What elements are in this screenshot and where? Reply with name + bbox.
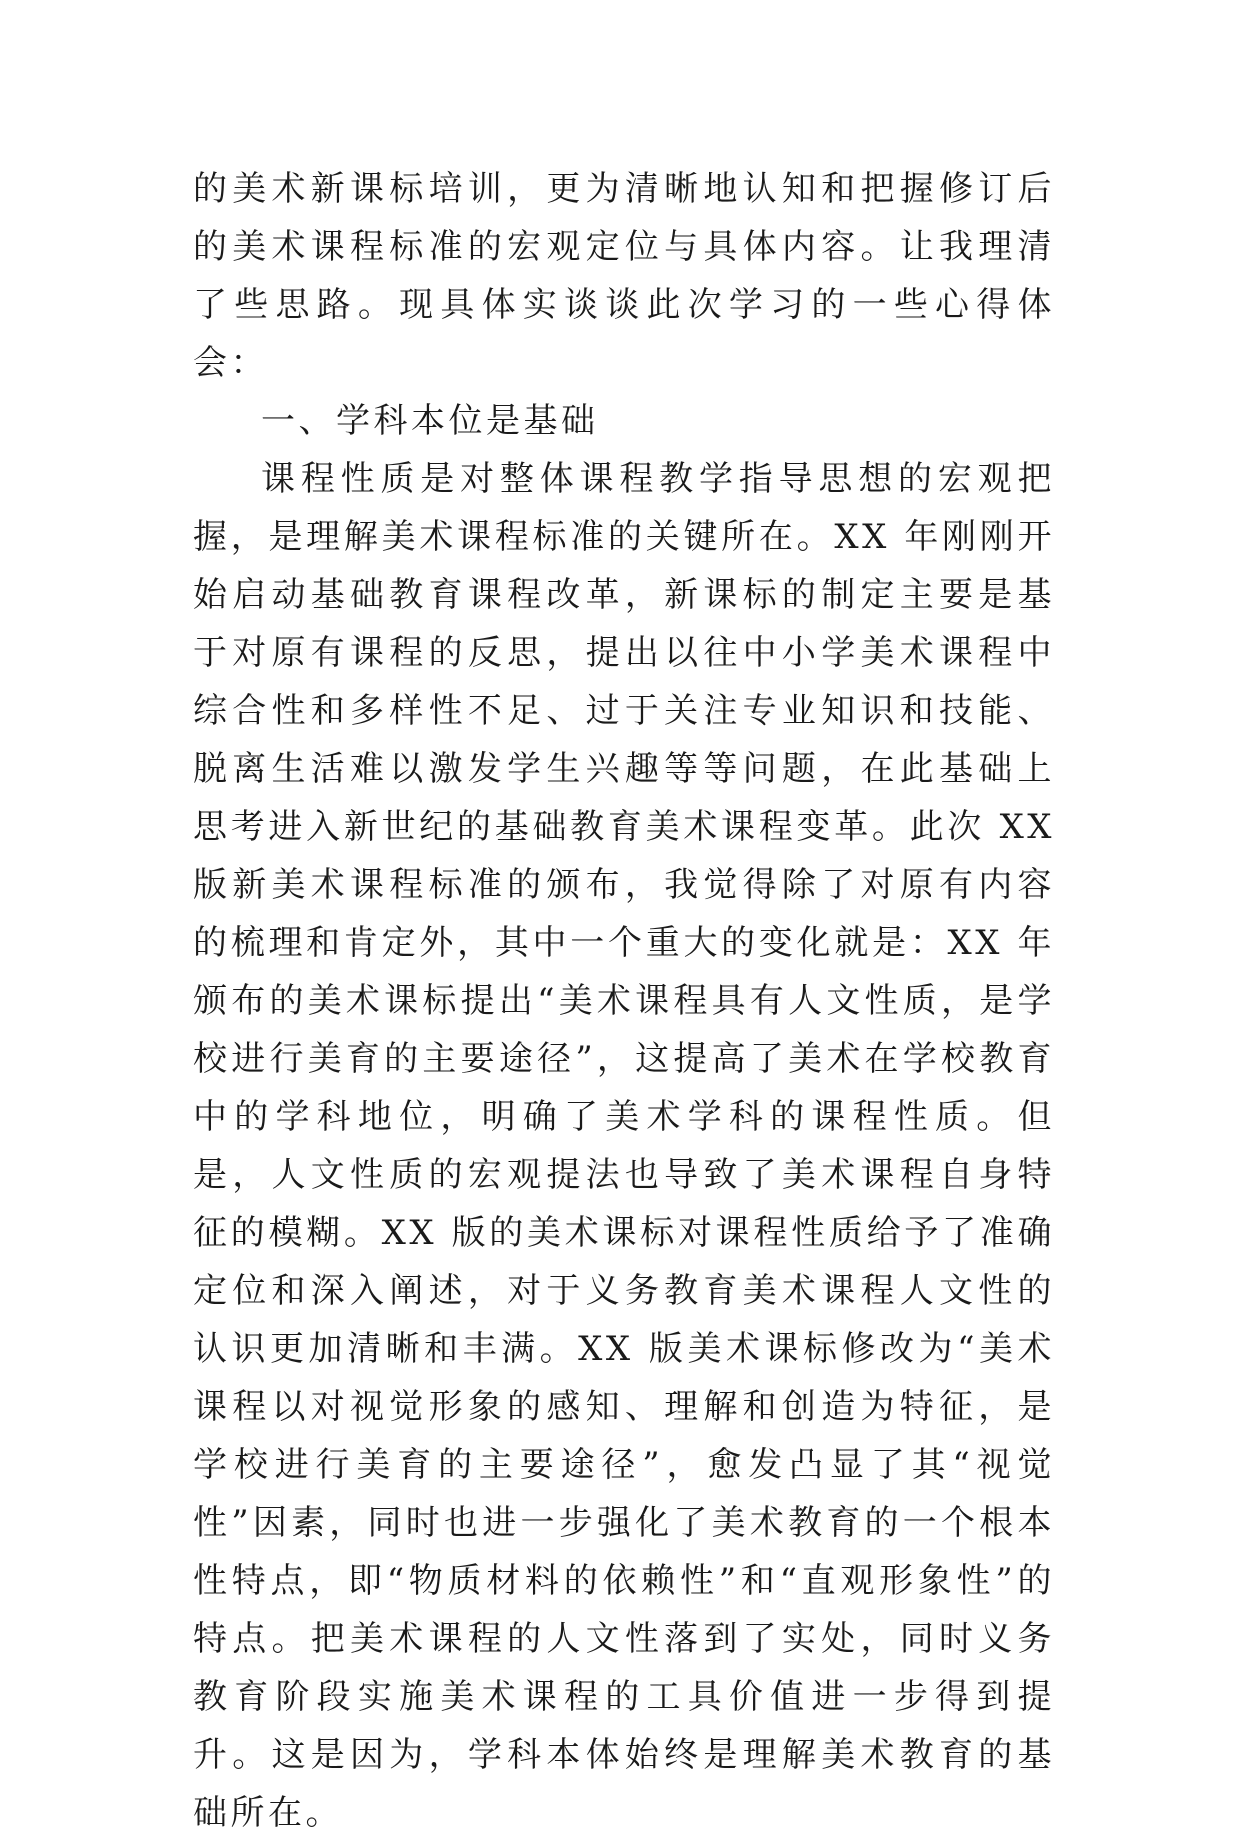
body-paragraph: 课程性质是对整体课程教学指导思想的宏观把握，是理解美术课程标准的关键所在。XX 年刚刚开始启动基础教育课程改革，新课标的制定主要是基于对原有课程的反思，提出以往中小学美术课程中综合性和多样性不足、过于关注专业知识和技能、脱离生活难以激发学生兴趣等等问题，在此基础上思考进入新世纪的基础教育美术课程变革。此次 XX 版新美术课程标准的颁布，我觉得除了对原有内容的梳理和肯定外，其中一个重大的变化就是：XX 年颁布的美术课标提出“美术课程具有人文性质，是学校进行美育的主要途径”，这提高了美术在学校教育中的学科地位，明确了美术学科的课程性质。但是，人文性质的宏观提法也导致了美术课程自身特征的模糊。XX 版的美术课标对课程性质给予了准确定位和深入阐述，对于义务教育美术课程人文性的认识更加清晰和丰满。XX 版美术课标修改为“美术课程以对视觉形象的感知、理解和创造为特征，是学校进行美育的主要途径”，愈发凸显了其“视觉性”因素，同时也进一步强化了美术教育的一个根本性特点，即“物质材料的依赖性”和“直观形象性”的特点。把美术课程的人文性落到了实处，同时义务教育阶段实施美术课程的工具价值进一步得到提升。这是因为，学科本体始终是理解美术教育的基础所在。: [193, 459, 1055, 1833]
section-heading: 一、学科本位是基础: [261, 401, 599, 441]
document-body: [193, 160, 1055, 1842]
intro-paragraph: 的美术新课标培训，更为清晰地认知和把握修订后的美术课程标准的宏观定位与具体内容。让我理清了些思路。现具体实谈谈此次学习的一些心得体会：: [193, 169, 1055, 383]
